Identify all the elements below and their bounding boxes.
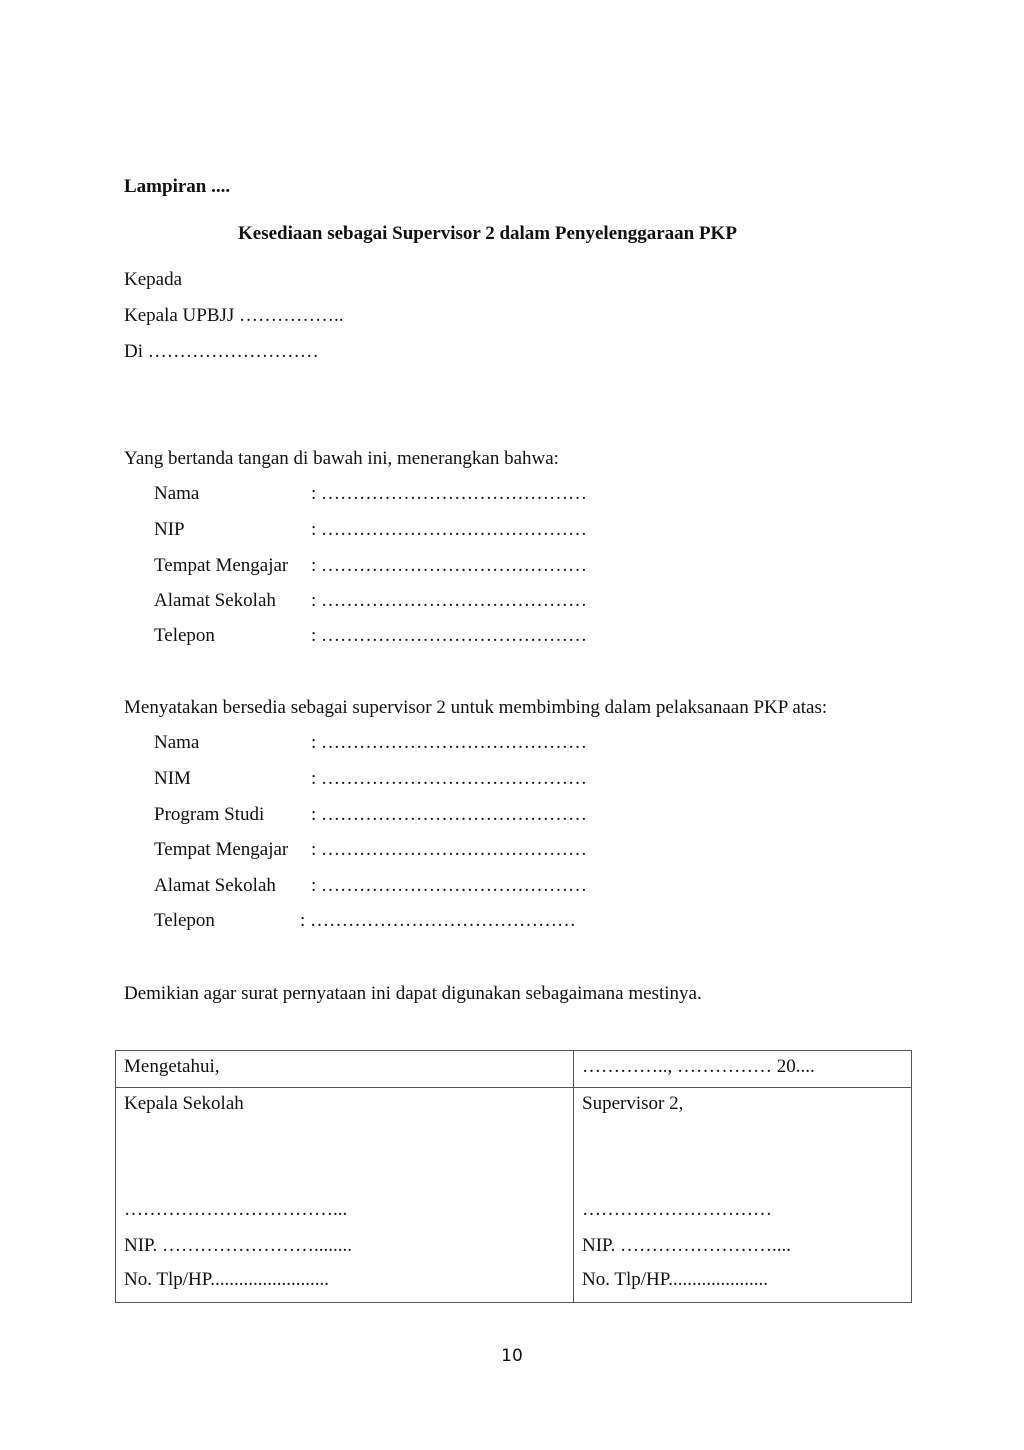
signature-row <box>116 1088 912 1303</box>
signature-table <box>115 1050 912 1303</box>
field-label: Alamat Sekolah <box>154 875 276 896</box>
field-value: : …………………………………… <box>311 732 588 753</box>
field-label: Nama <box>154 732 200 753</box>
field-label: Tempat Mengajar <box>154 555 289 576</box>
field-label: Nama <box>154 483 200 504</box>
field-value: : …………………………………… <box>300 910 577 931</box>
closing-statement: Demikian agar surat pernyataan ini dapat digunakan sebagaimana mestinya. <box>124 983 702 1004</box>
field-value: : …………………………………… <box>311 625 588 646</box>
supervisor-signature-block <box>574 1088 912 1303</box>
field-label: Tempat Mengajar <box>154 839 289 860</box>
date-cell <box>574 1051 912 1088</box>
principal-nip: NIP. ……………………........ <box>124 1235 353 1256</box>
field-label: NIP <box>154 519 185 540</box>
place-date-line: ………….., …………… 20.... <box>582 1056 815 1077</box>
document-title: Kesediaan sebagai Supervisor 2 dalam Penyelenggaraan PKP <box>238 223 737 244</box>
field-label: Telepon <box>154 625 215 646</box>
signature-table-header-row <box>116 1051 912 1088</box>
page-number: 10 <box>501 1346 523 1366</box>
principal-role: Kepala Sekolah <box>124 1093 244 1114</box>
addressee-to: Kepada <box>124 269 183 290</box>
addressee-location: Di ……………………… <box>124 341 319 362</box>
known-by-cell <box>116 1051 574 1088</box>
field-value: : …………………………………… <box>311 555 588 576</box>
principal-phone: No. Tlp/HP......................... <box>124 1269 329 1290</box>
supervisor-nip: NIP. …………………….... <box>582 1235 792 1256</box>
principal-name-line: ……………………………... <box>124 1199 348 1220</box>
field-value: : …………………………………… <box>311 483 588 504</box>
field-value: : …………………………………… <box>311 768 588 789</box>
field-label: Telepon <box>154 910 215 931</box>
supervisor-role: Supervisor 2, <box>582 1093 684 1114</box>
field-value: : …………………………………… <box>311 804 588 825</box>
field-label: Program Studi <box>154 804 265 825</box>
supervisor-intro: Yang bertanda tangan di bawah ini, menerangkan bahwa: <box>124 448 559 469</box>
field-value: : …………………………………… <box>311 875 588 896</box>
addressee-recipient: Kepala UPBJJ …………….. <box>124 305 344 326</box>
principal-signature-block <box>116 1088 574 1303</box>
supervisor-phone: No. Tlp/HP..................... <box>582 1269 768 1290</box>
supervisor-name-line: ………………………… <box>582 1199 772 1220</box>
field-value: : …………………………………… <box>311 519 588 540</box>
known-by-label: Mengetahui, <box>124 1056 220 1077</box>
attachment-label: Lampiran .... <box>124 176 231 197</box>
field-label: Alamat Sekolah <box>154 590 276 611</box>
field-value: : …………………………………… <box>311 839 588 860</box>
field-value: : …………………………………… <box>311 590 588 611</box>
field-label: NIM <box>154 768 191 789</box>
student-intro: Menyatakan bersedia sebagai supervisor 2 untuk membimbing dalam pelaksanaan PKP atas: <box>124 697 828 718</box>
